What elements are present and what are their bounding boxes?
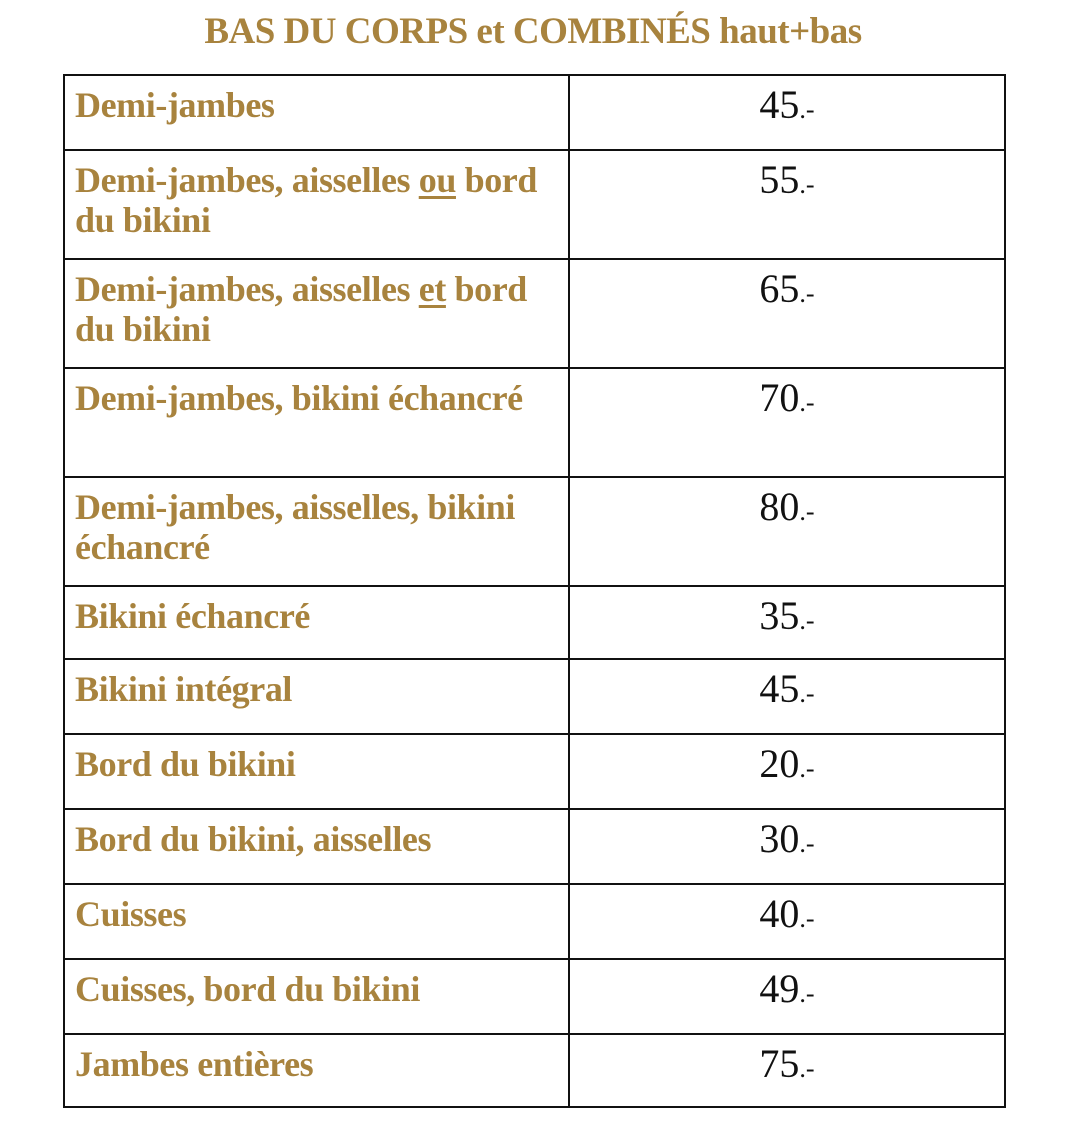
table-row [64,75,1005,150]
price-value: 55 [759,157,800,202]
service-label: Demi-jambes, bikini échancré [64,368,569,477]
price-value: 49 [759,966,800,1011]
table-row [64,809,1005,884]
service-label-underlined: et [418,269,446,309]
price-value: 80 [759,484,800,529]
service-label-underlined: ou [418,160,456,200]
price-suffix: .- [799,979,815,1008]
price-suffix: .- [799,829,815,858]
service-price [569,586,1005,659]
service-label: Bord du bikini [64,734,569,809]
service-label [64,150,569,259]
service-price [569,734,1005,809]
table-row [64,259,1005,368]
service-label: Jambes entières [64,1034,569,1107]
table-row [64,368,1005,477]
table-row [64,477,1005,586]
price-suffix: .- [799,904,815,933]
service-price [569,884,1005,959]
table-row [64,1034,1005,1107]
price-suffix: .- [799,754,815,783]
service-price [569,809,1005,884]
price-suffix: .- [799,170,815,199]
price-value: 35 [759,593,800,638]
service-label: Demi-jambes, aisselles, bikini échancré [64,477,569,586]
service-price [569,259,1005,368]
table-row [64,150,1005,259]
page-title: BAS DU CORPS et COMBINÉS haut+bas [204,11,862,52]
service-label: Demi-jambes [64,75,569,150]
table-row [64,586,1005,659]
service-label-part: bord du bikini [75,269,527,349]
price-value: 45 [759,666,800,711]
service-label: Bord du bikini, aisselles [64,809,569,884]
price-table [63,74,1006,1108]
service-price [569,659,1005,734]
price-suffix: .- [799,279,815,308]
service-label: Cuisses [64,884,569,959]
service-label-part: bord du bikini [75,160,537,240]
service-label: Cuisses, bord du bikini [64,959,569,1034]
price-suffix: .- [799,95,815,124]
table-row [64,959,1005,1034]
service-price [569,959,1005,1034]
price-suffix: .- [799,679,815,708]
price-value: 65 [759,266,800,311]
price-value: 75 [759,1041,800,1086]
price-value: 70 [759,375,800,420]
price-suffix: .- [799,1054,815,1083]
table-row [64,884,1005,959]
service-label: Bikini échancré [64,586,569,659]
price-suffix: .- [799,606,815,635]
service-label [64,259,569,368]
service-label-part: Demi-jambes, aisselles [75,160,419,200]
price-value: 30 [759,816,800,861]
service-price [569,75,1005,150]
price-value: 20 [759,741,800,786]
price-suffix: .- [799,388,815,417]
table-row [64,659,1005,734]
price-suffix: .- [799,497,815,526]
service-price [569,1034,1005,1107]
table-row [64,734,1005,809]
service-price [569,477,1005,586]
service-price [569,368,1005,477]
service-label: Bikini intégral [64,659,569,734]
price-value: 40 [759,891,800,936]
service-price [569,150,1005,259]
service-label-part: Demi-jambes, aisselles [75,269,419,309]
price-value: 45 [759,82,800,127]
